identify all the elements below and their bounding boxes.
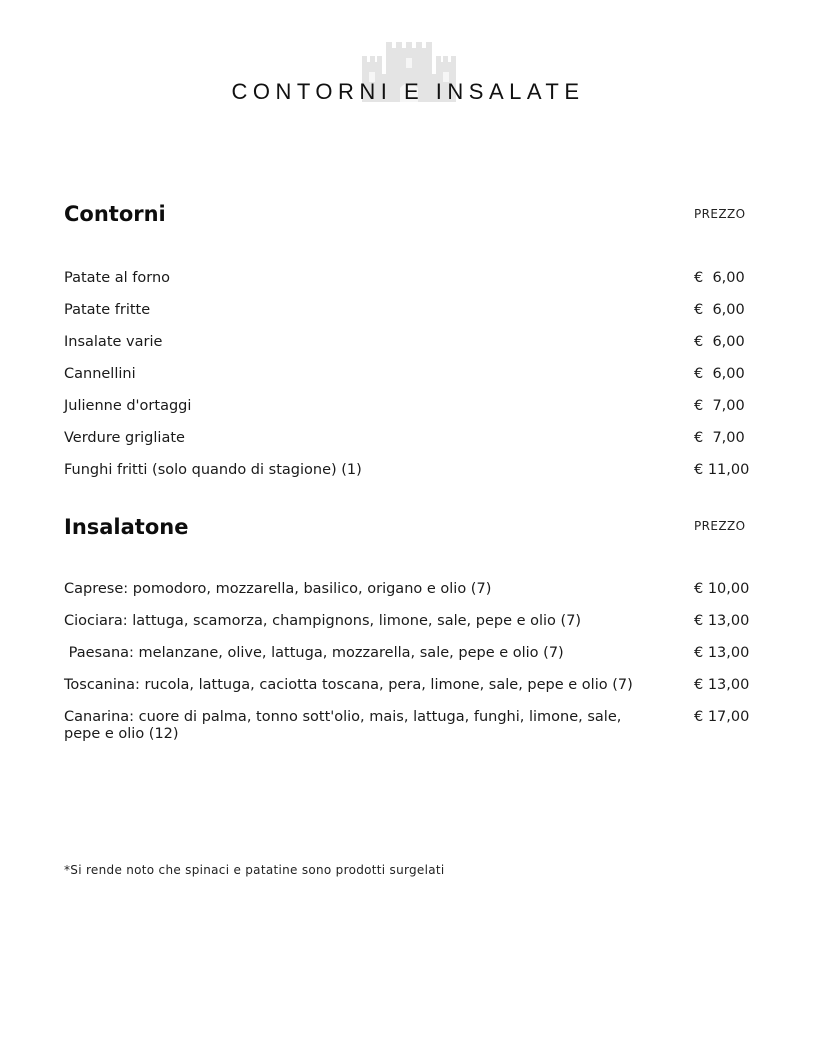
menu-item-name: Cannellini [64,366,136,382]
menu-item-name: Caprese: pomodoro, mozzarella, basilico, origano e olio (7) [64,581,492,597]
menu-item-name: Julienne d'ortaggi [64,398,192,414]
menu-item-price: € 17,00 [694,709,750,725]
footnote: *Si rende noto che spinaci e patatine sono prodotti surgelati [64,863,445,877]
menu-item-name: Funghi fritti (solo quando di stagione) (1) [64,462,362,478]
menu-item-name: Ciociara: lattuga, scamorza, champignons, limone, sale, pepe e olio (7) [64,613,582,629]
price-column-header: PREZZO [694,519,746,533]
menu-item-price: € 6,00 [694,366,745,382]
section-heading-contorni: Contorni [64,202,166,226]
menu-item-name: Insalate varie [64,334,163,350]
menu-item-name: Toscanina: rucola, lattuga, caciotta toscana, pera, limone, sale, pepe e olio (7) [64,677,633,693]
menu-item-price: € 7,00 [694,430,745,446]
menu-item-name: Patate al forno [64,270,171,286]
price-column-header: PREZZO [694,207,746,221]
menu-item-price: € 6,00 [694,270,745,286]
menu-item-price: € 13,00 [694,645,750,661]
menu-item-price: € 11,00 [694,462,750,478]
menu-item-name: Patate fritte [64,302,151,318]
menu-item-price: € 13,00 [694,613,750,629]
menu-item-name: Verdure grigliate [64,430,185,446]
menu-item-price: € 10,00 [694,581,750,597]
menu-item-name: Canarina: cuore di palma, tonno sott'olio, mais, lattuga, funghi, limone, sale, pepe e olio (12) [64,709,622,742]
menu-item-price: € 7,00 [694,398,745,414]
menu-item-price: € 6,00 [694,302,745,318]
menu-item-price: € 13,00 [694,677,750,693]
menu-item-name: Paesana: melanzane, olive, lattuga, mozzarella, sale, pepe e olio (7) [64,645,564,661]
page-title: CONTORNI E INSALATE [231,79,585,104]
section-heading-insalatone: Insalatone [64,515,189,539]
menu-item-price: € 6,00 [694,334,745,350]
